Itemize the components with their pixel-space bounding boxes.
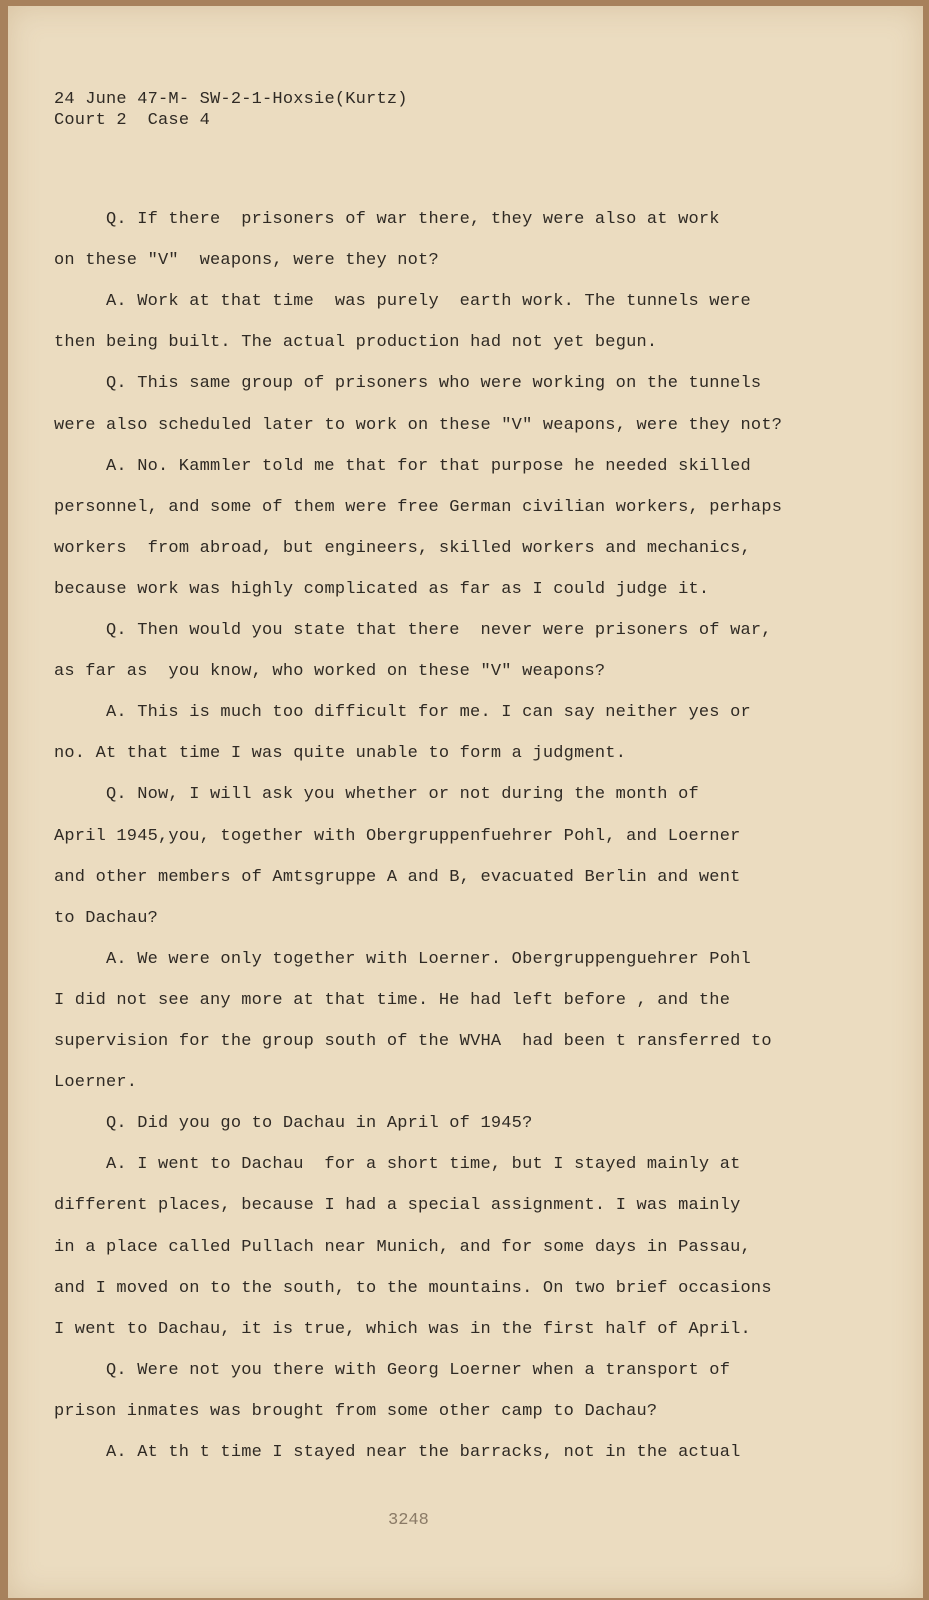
transcript-line: no. At that time I was quite unable to form a judgment.: [54, 744, 627, 764]
transcript-line: prison inmates was brought from some other camp to Dachau?: [54, 1401, 658, 1421]
page-number: 3248: [388, 1511, 429, 1530]
transcript-line: A. Work at that time was purely earth work. The tunnels were: [106, 292, 751, 312]
transcript-line: April 1945,you, together with Obergruppenfuehrer Pohl, and Loerner: [54, 826, 741, 846]
document-page: [8, 6, 923, 1598]
transcript-line: A. At th t time I stayed near the barracks, not in the actual: [106, 1443, 741, 1462]
transcript-line: Q. If there prisoners of war there, they were also at work: [106, 210, 720, 229]
transcript-line: Loerner.: [54, 1073, 138, 1093]
transcript-line: Q. Were not you there with Georg Loerner when a transport of: [106, 1360, 731, 1380]
transcript-line: Q. Did you go to Dachau in April of 1945?: [106, 1114, 533, 1134]
transcript-line: Q. Then would you state that there never were prisoners of war,: [106, 621, 772, 640]
transcript-line: and other members of Amtsgruppe A and B, evacuated Berlin and went: [54, 867, 741, 887]
transcript-line: in a place called Pullach near Munich, and for some days in Passau,: [54, 1237, 751, 1257]
transcript-line: as far as you know, who worked on these "V" weapons?: [54, 662, 606, 682]
transcript-line: I went to Dachau, it is true, which was in the first half of April.: [54, 1319, 751, 1339]
transcript-line: A. This is much too difficult for me. I can say neither yes or: [106, 703, 751, 723]
transcript-line: Q. Now, I will ask you whether or not during the month of: [106, 785, 699, 805]
transcript-line: A. I went to Dachau for a short time, but I stayed mainly at: [106, 1155, 741, 1175]
transcript-line: I did not see any more at that time. He had left before , and the: [54, 990, 731, 1010]
transcript-line: workers from abroad, but engineers, skilled workers and mechanics,: [54, 538, 751, 558]
header-line-2: Court 2 Case 4: [54, 111, 211, 130]
transcript-line: to Dachau?: [54, 908, 159, 928]
transcript-line: supervision for the group south of the WVHA had been t ransferred to: [54, 1032, 772, 1051]
transcript-line: different places, because I had a special assignment. I was mainly: [54, 1196, 741, 1216]
header-line-1: 24 June 47-M- SW-2-1-Hoxsie(Kurtz): [54, 90, 408, 109]
transcript-line: and I moved on to the south, to the mountains. On two brief occasions: [54, 1278, 772, 1298]
transcript-line: A. No. Kammler told me that for that purpose he needed skilled: [106, 456, 751, 476]
transcript-line: on these "V" weapons, were they not?: [54, 251, 439, 271]
transcript-line: Q. This same group of prisoners who were working on the tunnels: [106, 374, 762, 394]
transcript-line: because work was highly complicated as far as I could judge it.: [54, 579, 710, 599]
transcript-line: personnel, and some of them were free German civilian workers, perhaps: [54, 497, 783, 517]
transcript-line: were also scheduled later to work on these "V" weapons, were they not?: [54, 415, 783, 435]
transcript-line: A. We were only together with Loerner. Obergruppenguehrer Pohl: [106, 949, 751, 969]
transcript-line: then being built. The actual production had not yet begun.: [54, 333, 658, 353]
